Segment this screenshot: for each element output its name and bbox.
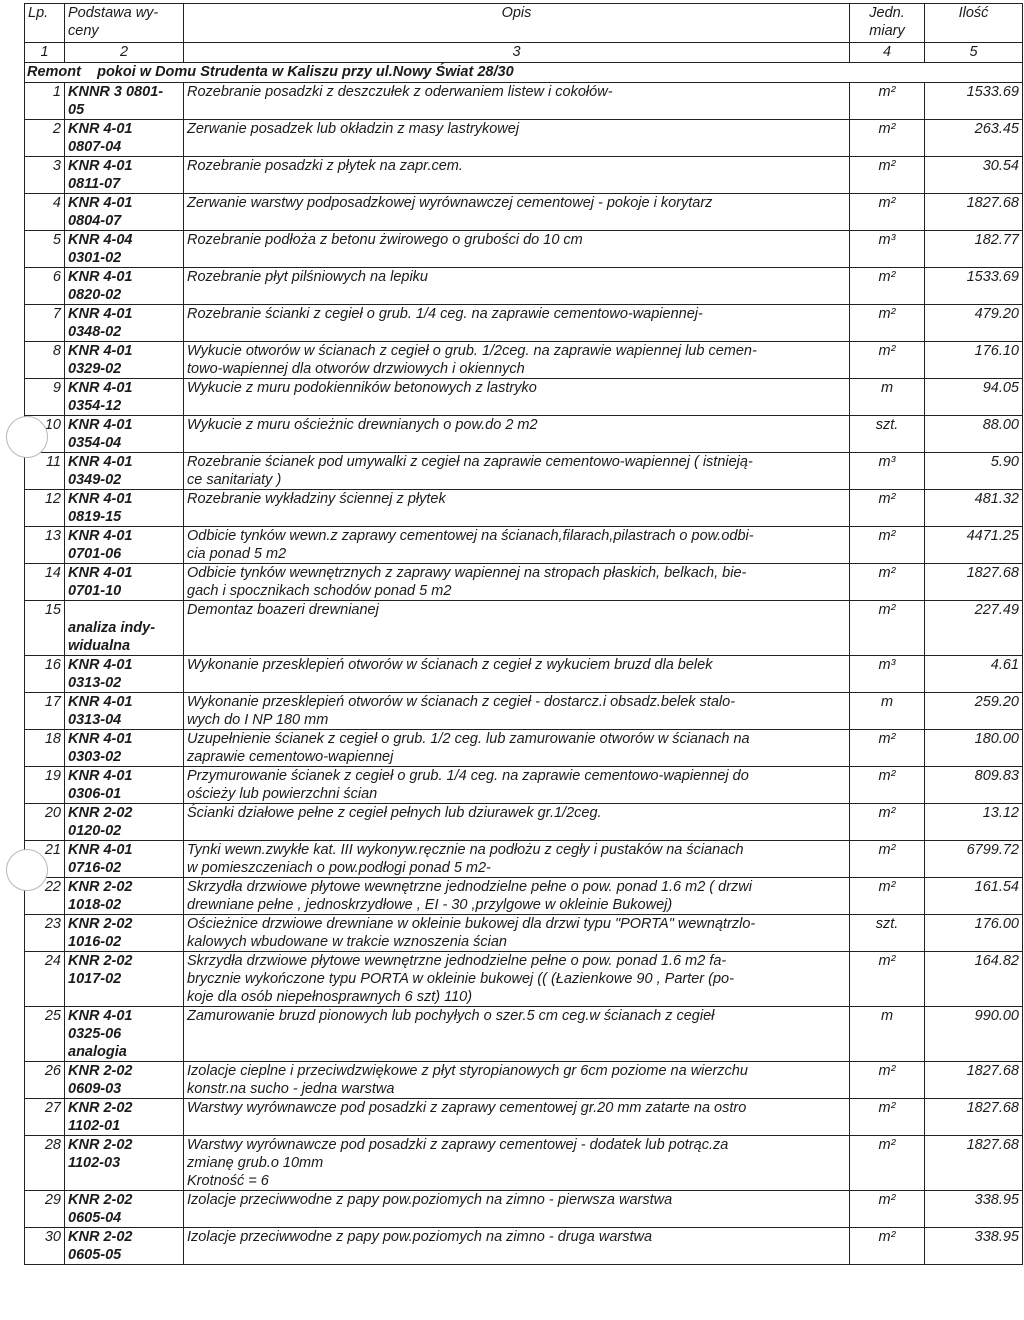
row-opis: Wykonanie przesklepień otworów w ścianach z cegieł - dostarcz.i obsadz.belek stalo- wych do I NP 180 mm	[184, 693, 850, 730]
row-quantity: 4.61	[925, 656, 1023, 693]
row-lp: 29	[25, 1191, 65, 1228]
row-podstawa: KNR 4-01 0306-01	[65, 767, 184, 804]
row-podstawa: KNR 4-01 0820-02	[65, 268, 184, 305]
table-row	[25, 915, 1023, 952]
row-unit: m²	[850, 841, 925, 878]
row-quantity: 176.10	[925, 342, 1023, 379]
row-lp: 7	[25, 305, 65, 342]
row-opis: Przymurowanie ścianek z cegieł o grub. 1/4 ceg. na zaprawie cementowo-wapiennej do ościeży lub powierzchni ścian	[184, 767, 850, 804]
row-opis: Warstwy wyrównawcze pod posadzki z zaprawy cementowej gr.20 mm zatarte na ostro	[184, 1099, 850, 1136]
row-podstawa: KNR 2-02 0605-04	[65, 1191, 184, 1228]
row-podstawa: KNR 2-02 0609-03	[65, 1062, 184, 1099]
punch-hole-mark	[6, 849, 48, 891]
row-unit: m²	[850, 730, 925, 767]
row-quantity: 6799.72	[925, 841, 1023, 878]
row-unit: m²	[850, 878, 925, 915]
row-lp: 28	[25, 1136, 65, 1191]
row-lp: 20	[25, 804, 65, 841]
row-unit: m³	[850, 231, 925, 268]
row-unit: m²	[850, 1191, 925, 1228]
row-quantity: 4471.25	[925, 527, 1023, 564]
row-podstawa: KNNR 3 0801- 05	[65, 83, 184, 120]
table-row	[25, 490, 1023, 527]
table-row	[25, 268, 1023, 305]
cost-estimate-table	[24, 3, 1023, 1265]
row-lp: 14	[25, 564, 65, 601]
row-opis: Izolacje cieplne i przeciwdzwiękowe z płyt styropianowych gr 6cm poziome na wierzchu konstr.na sucho - jedna warstwa	[184, 1062, 850, 1099]
row-podstawa: KNR 4-01 0354-04	[65, 416, 184, 453]
row-lp: 17	[25, 693, 65, 730]
row-podstawa: KNR 2-02 1102-01	[65, 1099, 184, 1136]
row-quantity: 1533.69	[925, 83, 1023, 120]
cost-estimate-page	[24, 3, 1022, 1317]
row-podstawa: KNR 4-01 0701-10	[65, 564, 184, 601]
row-quantity: 30.54	[925, 157, 1023, 194]
table-row	[25, 305, 1023, 342]
row-quantity: 5.90	[925, 453, 1023, 490]
row-opis: Rozebranie ścianki z cegieł o grub. 1/4 ceg. na zaprawie cementowo-wapiennej-	[184, 305, 850, 342]
column-number: 2	[65, 43, 184, 63]
row-opis: Wykucie z muru ościeżnic drewnianych o pow.do 2 m2	[184, 416, 850, 453]
table-row	[25, 952, 1023, 1007]
row-lp: 13	[25, 527, 65, 564]
row-podstawa: KNR 4-01 0804-07	[65, 194, 184, 231]
row-unit: m²	[850, 767, 925, 804]
row-podstawa: KNR 4-01 0819-15	[65, 490, 184, 527]
row-quantity: 990.00	[925, 1007, 1023, 1062]
row-unit: m²	[850, 194, 925, 231]
row-lp: 19	[25, 767, 65, 804]
row-opis: Rozebranie podłoża z betonu żwirowego o grubości do 10 cm	[184, 231, 850, 268]
row-lp: 1	[25, 83, 65, 120]
row-opis: Odbicie tynków wewnętrznych z zaprawy wapiennej na stropach płaskich, belkach, bie- gach i spocznikach schodów ponad 5 m2	[184, 564, 850, 601]
row-opis: Demontaz boazeri drewnianej	[184, 601, 850, 656]
table-row	[25, 120, 1023, 157]
row-quantity: 1827.68	[925, 194, 1023, 231]
row-lp: 6	[25, 268, 65, 305]
row-unit: m²	[850, 1062, 925, 1099]
row-lp: 24	[25, 952, 65, 1007]
row-quantity: 161.54	[925, 878, 1023, 915]
row-unit: m²	[850, 157, 925, 194]
row-opis: Uzupełnienie ścianek z cegieł o grub. 1/2 ceg. lub zamurowanie otworów w ścianach na zaprawie cementowo-wapiennej	[184, 730, 850, 767]
row-lp: 3	[25, 157, 65, 194]
table-row	[25, 379, 1023, 416]
row-podstawa: KNR 4-01 0807-04	[65, 120, 184, 157]
header-podstawa: Podstawa wy- ceny	[65, 4, 184, 43]
row-lp: 21	[25, 841, 65, 878]
row-quantity: 1827.68	[925, 1136, 1023, 1191]
row-quantity: 338.95	[925, 1228, 1023, 1265]
row-lp: 15	[25, 601, 65, 656]
row-podstawa: KNR 4-01 0811-07	[65, 157, 184, 194]
row-quantity: 180.00	[925, 730, 1023, 767]
row-podstawa: KNR 4-01 0348-02	[65, 305, 184, 342]
row-quantity: 479.20	[925, 305, 1023, 342]
column-number-row	[25, 43, 1023, 63]
row-quantity: 1827.68	[925, 1099, 1023, 1136]
table-row	[25, 693, 1023, 730]
row-unit: m³	[850, 656, 925, 693]
row-podstawa: KNR 2-02 1017-02	[65, 952, 184, 1007]
row-podstawa: analiza indy- widualna	[65, 601, 184, 656]
row-opis: Odbicie tynków wewn.z zaprawy cementowej na ścianach,filarach,pilastrach o pow.odbi- cia ponad 5 m2	[184, 527, 850, 564]
table-row	[25, 841, 1023, 878]
row-lp: 22	[25, 878, 65, 915]
column-number: 4	[850, 43, 925, 63]
row-unit: m	[850, 379, 925, 416]
column-number: 5	[925, 43, 1023, 63]
table-row	[25, 1062, 1023, 1099]
table-row	[25, 564, 1023, 601]
row-lp: 2	[25, 120, 65, 157]
header-jednostka: Jedn. miary	[850, 4, 925, 43]
column-number: 1	[25, 43, 65, 63]
row-lp: 23	[25, 915, 65, 952]
table-row	[25, 231, 1023, 268]
table-row	[25, 527, 1023, 564]
row-unit: m²	[850, 490, 925, 527]
row-podstawa: KNR 2-02 1016-02	[65, 915, 184, 952]
row-podstawa: KNR 4-01 0313-04	[65, 693, 184, 730]
row-quantity: 809.83	[925, 767, 1023, 804]
row-quantity: 164.82	[925, 952, 1023, 1007]
row-unit: m²	[850, 83, 925, 120]
table-row	[25, 767, 1023, 804]
row-unit: m²	[850, 564, 925, 601]
row-unit: m²	[850, 804, 925, 841]
header-lp: Lp.	[25, 4, 65, 43]
row-lp: 16	[25, 656, 65, 693]
row-opis: Wykucie otworów w ścianach z cegieł o grub. 1/2ceg. na zaprawie wapiennej lub cemen- towo-wapiennej dla otworów drzwiowych i okiennych	[184, 342, 850, 379]
row-lp: 11	[25, 453, 65, 490]
table-row	[25, 1228, 1023, 1265]
table-row	[25, 878, 1023, 915]
row-opis: Tynki wewn.zwykłe kat. III wykonyw.ręcznie na podłożu z cegły i pustaków na ścianach w pomieszczeniach o pow.podłogi ponad 5 m2-	[184, 841, 850, 878]
row-podstawa: KNR 4-04 0301-02	[65, 231, 184, 268]
row-quantity: 1827.68	[925, 1062, 1023, 1099]
row-podstawa: KNR 2-02 0605-05	[65, 1228, 184, 1265]
table-row	[25, 453, 1023, 490]
table-row	[25, 730, 1023, 767]
row-unit: szt.	[850, 915, 925, 952]
row-unit: m	[850, 693, 925, 730]
header-opis: Opis	[184, 4, 850, 43]
row-opis: Rozebranie ścianek pod umywalki z cegieł na zaprawie cementowo-wapiennej ( istnieją- ce sanitariaty )	[184, 453, 850, 490]
row-unit: m³	[850, 453, 925, 490]
row-quantity: 259.20	[925, 693, 1023, 730]
row-unit: m²	[850, 527, 925, 564]
table-row	[25, 194, 1023, 231]
section-row	[25, 63, 1023, 83]
section-title: Remont pokoi w Domu Strudenta w Kaliszu przy ul.Nowy Świat 28/30	[25, 63, 1023, 83]
row-lp: 12	[25, 490, 65, 527]
header-ilosc: Ilość	[925, 4, 1023, 43]
row-opis: Rozebranie wykładziny ściennej z płytek	[184, 490, 850, 527]
row-quantity: 263.45	[925, 120, 1023, 157]
row-podstawa: KNR 4-01 0349-02	[65, 453, 184, 490]
column-number: 3	[184, 43, 850, 63]
row-opis: Zamurowanie bruzd pionowych lub pochyłych o szer.5 cm ceg.w ścianach z cegieł	[184, 1007, 850, 1062]
row-lp: 10	[25, 416, 65, 453]
row-quantity: 1533.69	[925, 268, 1023, 305]
row-opis: Izolacje przeciwwodne z papy pow.poziomych na zimno - druga warstwa	[184, 1228, 850, 1265]
row-unit: m²	[850, 1099, 925, 1136]
row-opis: Rozebranie posadzki z deszczułek z oderwaniem listew i cokołów-	[184, 83, 850, 120]
row-podstawa: KNR 2-02 0120-02	[65, 804, 184, 841]
row-quantity: 182.77	[925, 231, 1023, 268]
row-opis: Warstwy wyrównawcze pod posadzki z zaprawy cementowej - dodatek lub potrąc.za zmianę grub.o 10mm Krotność = 6	[184, 1136, 850, 1191]
row-lp: 5	[25, 231, 65, 268]
row-opis: Ościeżnice drzwiowe drewniane w okleinie bukowej dla drzwi typu "PORTA" wewnątrzlo- kalowych wbudowane w trakcie wznoszenia ścian	[184, 915, 850, 952]
row-opis: Zerwanie warstwy podposadzkowej wyrównawczej cementowej - pokoje i korytarz	[184, 194, 850, 231]
row-quantity: 338.95	[925, 1191, 1023, 1228]
row-unit: m	[850, 1007, 925, 1062]
row-podstawa: KNR 4-01 0303-02	[65, 730, 184, 767]
row-opis: Rozebranie posadzki z płytek na zapr.cem.	[184, 157, 850, 194]
row-opis: Skrzydła drzwiowe płytowe wewnętrzne jednodzielne pełne o pow. ponad 1.6 m2 ( drzwi drewniane pełne , jednoskrzydłowe , EI - 30 ,przylgowe w okleinie Bukowej)	[184, 878, 850, 915]
table-row	[25, 1099, 1023, 1136]
table-row	[25, 601, 1023, 656]
row-lp: 27	[25, 1099, 65, 1136]
table-row	[25, 83, 1023, 120]
row-unit: m²	[850, 120, 925, 157]
table-row	[25, 804, 1023, 841]
row-opis: Izolacje przeciwwodne z papy pow.poziomych na zimno - pierwsza warstwa	[184, 1191, 850, 1228]
row-quantity: 481.32	[925, 490, 1023, 527]
table-header-row	[25, 4, 1023, 43]
row-unit: m²	[850, 1228, 925, 1265]
row-unit: m²	[850, 1136, 925, 1191]
row-podstawa: KNR 4-01 0313-02	[65, 656, 184, 693]
table-row	[25, 157, 1023, 194]
row-podstawa: KNR 4-01 0701-06	[65, 527, 184, 564]
row-podstawa: KNR 2-02 1018-02	[65, 878, 184, 915]
row-quantity: 176.00	[925, 915, 1023, 952]
row-lp: 18	[25, 730, 65, 767]
row-quantity: 13.12	[925, 804, 1023, 841]
row-lp: 26	[25, 1062, 65, 1099]
row-unit: m²	[850, 342, 925, 379]
row-unit: m²	[850, 268, 925, 305]
row-podstawa: KNR 4-01 0716-02	[65, 841, 184, 878]
row-podstawa: KNR 4-01 0325-06 analogia	[65, 1007, 184, 1062]
row-quantity: 88.00	[925, 416, 1023, 453]
row-opis: Wykucie z muru podokienników betonowych z lastryko	[184, 379, 850, 416]
table-row	[25, 1007, 1023, 1062]
table-row	[25, 416, 1023, 453]
table-row	[25, 1191, 1023, 1228]
row-lp: 9	[25, 379, 65, 416]
row-unit: szt.	[850, 416, 925, 453]
table-row	[25, 342, 1023, 379]
punch-hole-mark	[6, 416, 48, 458]
row-unit: m²	[850, 952, 925, 1007]
table-row	[25, 1136, 1023, 1191]
row-opis: Skrzydła drzwiowe płytowe wewnętrzne jednodzielne pełne o pow. ponad 1.6 m2 fa- brycznie wykończone typu PORTA w okleinie bukowej (( (Łazienkowe 90 , Parter (po- koje dla osób niepełnosprawnych 6 szt) 110)	[184, 952, 850, 1007]
row-unit: m²	[850, 305, 925, 342]
row-opis: Ścianki działowe pełne z cegieł pełnych lub dziurawek gr.1/2ceg.	[184, 804, 850, 841]
row-podstawa: KNR 4-01 0354-12	[65, 379, 184, 416]
row-opis: Wykonanie przesklepień otworów w ścianach z cegieł z wykuciem bruzd dla belek	[184, 656, 850, 693]
row-unit: m²	[850, 601, 925, 656]
row-podstawa: KNR 2-02 1102-03	[65, 1136, 184, 1191]
row-opis: Rozebranie płyt pilśniowych na lepiku	[184, 268, 850, 305]
table-row	[25, 656, 1023, 693]
row-quantity: 1827.68	[925, 564, 1023, 601]
row-lp: 25	[25, 1007, 65, 1062]
row-quantity: 227.49	[925, 601, 1023, 656]
row-opis: Zerwanie posadzek lub okładzin z masy lastrykowej	[184, 120, 850, 157]
row-podstawa: KNR 4-01 0329-02	[65, 342, 184, 379]
row-quantity: 94.05	[925, 379, 1023, 416]
row-lp: 4	[25, 194, 65, 231]
row-lp: 8	[25, 342, 65, 379]
row-lp: 30	[25, 1228, 65, 1265]
